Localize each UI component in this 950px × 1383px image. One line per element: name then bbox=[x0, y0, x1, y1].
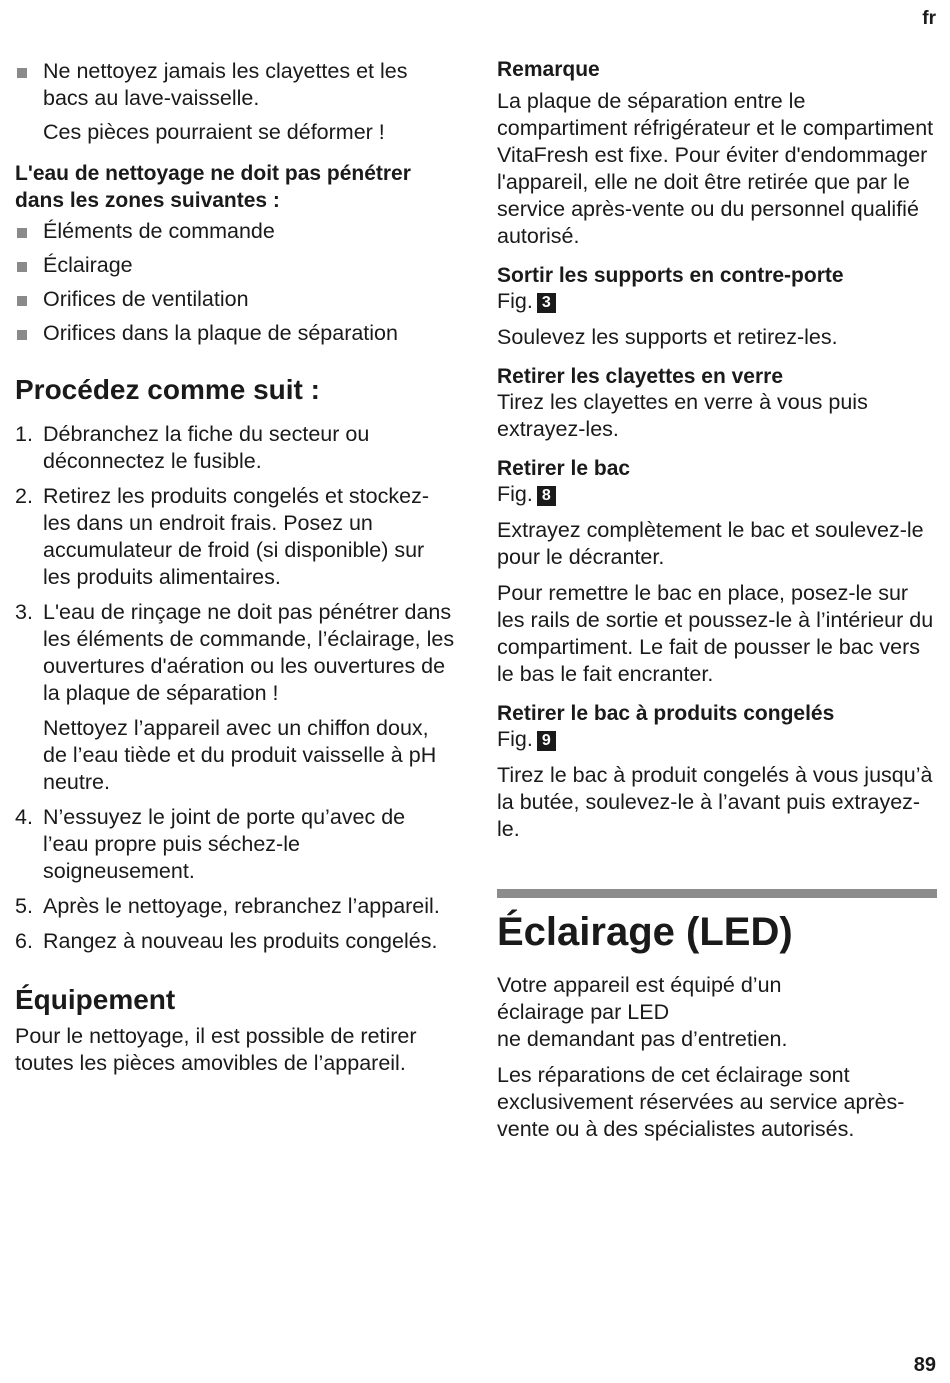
step-item bbox=[15, 893, 455, 920]
left-column bbox=[15, 58, 455, 1077]
zone-item: Éclairage bbox=[15, 252, 455, 279]
step-item bbox=[15, 483, 455, 591]
step-item bbox=[15, 421, 455, 475]
remark-heading: Remarque bbox=[497, 58, 600, 81]
bullet-dishwasher-note: Ces pièces pourraient se déformer ! bbox=[43, 120, 385, 144]
remark-text: La plaque de séparation entre le compartiment réfrigérateur et le compartiment VitaFresh est fixe. Pour éviter d'endommager l'appareil, elle ne doit être retirée que par le service après-vente ou du personnel qualifié autorisé. bbox=[497, 89, 934, 248]
zone-item: Orifices dans la plaque de séparation bbox=[15, 320, 455, 347]
fig-label: Fig. bbox=[497, 482, 533, 506]
language-label: fr bbox=[922, 8, 936, 29]
step-text: N’essuyez le joint de porte qu’avec de l’eau propre puis séchez-le soigneusement. bbox=[43, 805, 406, 883]
zone-item: Orifices de ventilation bbox=[15, 286, 455, 313]
step-item bbox=[15, 599, 455, 796]
freezer-bin-heading: Retirer le bac à produits congelés bbox=[497, 702, 835, 725]
door-supports-text: Soulevez les supports et retirez-les. bbox=[497, 325, 838, 349]
page-number: 89 bbox=[913, 1354, 936, 1376]
step-number: 3. bbox=[15, 600, 33, 624]
step-text: Après le nettoyage, rebranchez l’appareil. bbox=[43, 894, 440, 918]
door-supports-fig-ref bbox=[497, 288, 937, 315]
procedure-steps bbox=[15, 421, 455, 955]
step-number: 5. bbox=[15, 894, 33, 918]
freezer-bin-text: Tirez le bac à produit congelés à vous jusqu’à la butée, soulevez-le à l’avant puis extrayez-le. bbox=[497, 763, 933, 841]
step-number: 2. bbox=[15, 484, 33, 508]
freezer-bin-fig-ref bbox=[497, 726, 937, 753]
door-supports-heading: Sortir les supports en contre-porte bbox=[497, 264, 844, 287]
step-text: Rangez à nouveau les produits congelés. bbox=[43, 929, 438, 953]
lighting-heading: Éclairage (LED) bbox=[497, 910, 793, 954]
fig-label: Fig. bbox=[497, 289, 533, 313]
step-item bbox=[15, 804, 455, 885]
step-extra-text: Nettoyez l’appareil avec un chiffon doux, de l’eau tiède et du produit vaisselle à pH neutre. bbox=[43, 716, 437, 794]
step-text: Débranchez la fiche du secteur ou déconnectez le fusible. bbox=[43, 422, 370, 473]
water-zones-heading: L'eau de nettoyage ne doit pas pénétrer dans les zones suivantes : bbox=[15, 162, 411, 212]
fig-number-badge: 9 bbox=[537, 731, 556, 751]
lighting-text-line-1: Votre appareil est équipé d’un bbox=[497, 973, 782, 997]
zone-item: Éléments de commande bbox=[15, 218, 455, 245]
glass-shelves-heading: Retirer les clayettes en verre bbox=[497, 365, 784, 388]
fig-number-badge: 8 bbox=[537, 486, 556, 506]
step-text: L'eau de rinçage ne doit pas pénétrer dans les éléments de commande, l’éclairage, les ouvertures d'aération ou les ouvertures de la plaque de séparation ! bbox=[43, 600, 455, 705]
glass-shelves-text: Tirez les clayettes en verre à vous puis extrayez-les. bbox=[497, 390, 868, 441]
step-number: 4. bbox=[15, 805, 33, 829]
bin-text-2: Pour remettre le bac en place, posez-le sur les rails de sortie et poussez-le à l’intérieur du compartiment. Le fait de pousser le bac vers le bas le fait encranter. bbox=[497, 581, 934, 686]
lighting-text-line-2: éclairage par LED bbox=[497, 1000, 670, 1024]
equipment-text: Pour le nettoyage, il est possible de retirer toutes les pièces amovibles de l’appareil. bbox=[15, 1024, 417, 1075]
equipment-heading: Équipement bbox=[15, 984, 176, 1015]
step-item bbox=[15, 928, 455, 955]
bin-text-1: Extrayez complètement le bac et soulevez-le pour le décranter. bbox=[497, 518, 924, 569]
fig-number-badge: 3 bbox=[537, 293, 556, 313]
fig-label: Fig. bbox=[497, 727, 533, 751]
bin-heading: Retirer le bac bbox=[497, 457, 631, 480]
lighting-text-line-3: ne demandant pas d’entretien. bbox=[497, 1027, 788, 1051]
bin-fig-ref bbox=[497, 481, 937, 508]
section-divider bbox=[497, 889, 937, 898]
step-number: 6. bbox=[15, 929, 33, 953]
bullet-dishwasher-warning: Ne nettoyez jamais les clayettes et les bacs au lave-vaisselle. bbox=[15, 58, 455, 112]
lighting-repair-text: Les réparations de cet éclairage sont exclusivement réservées au service après-vente ou à des spécialistes autorisés. bbox=[497, 1063, 905, 1141]
step-text: Retirez les produits congelés et stockez-les dans un endroit frais. Posez un accumulateur de froid (si disponible) sur les produits alimentaires. bbox=[43, 484, 429, 589]
right-column bbox=[497, 58, 937, 1152]
step-number: 1. bbox=[15, 422, 33, 446]
procedure-heading: Procédez comme suit : bbox=[15, 374, 320, 405]
